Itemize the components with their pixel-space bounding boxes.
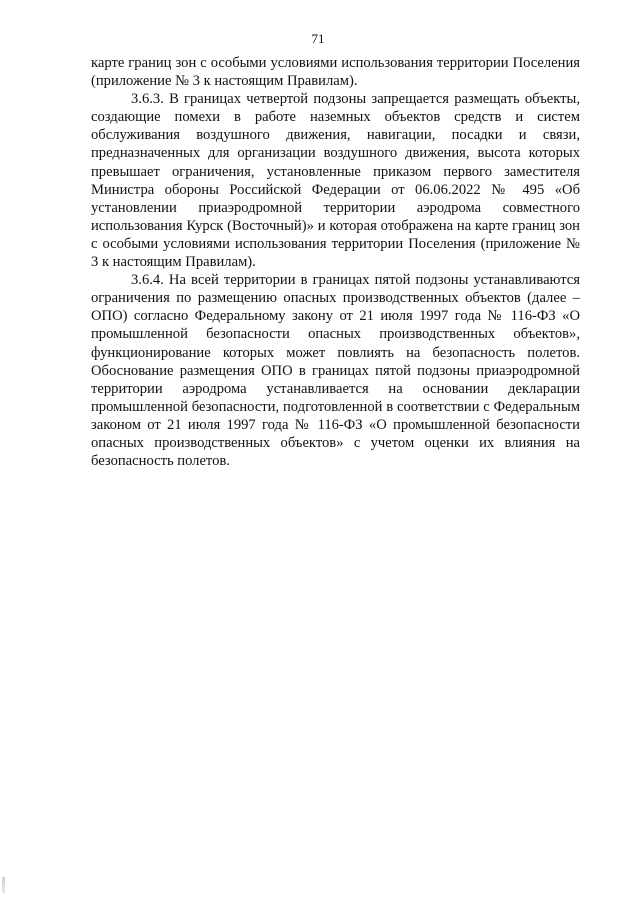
document-body — [91, 54, 580, 470]
paragraph-clause-3-6-3: 3.6.3. В границах четвертой подзоны запрещается размещать объекты, создающие помехи в работе наземных объектов средств и систем обслуживания воздушного движения, навигации, посадки и связи, предназначенных для организации воздушного движения, высота которых превышает ограничения, установленные приказом первого заместителя Министра обороны Российской Федерации от 06.06.2022 № 495 «Об установлении приаэродромной территории аэродрома совместного использования Курск (Восточный)» и которая отображена на карте границ зон с особыми условиями использования территории Поселения (приложение № 3 к настоящим Правилам). — [91, 91, 580, 271]
paragraph-continuation: карте границ зон с особыми условиями использования территории Поселения (приложение № 3 к настоящим Правилам). — [91, 55, 580, 90]
scan-edge-mark — [2, 877, 5, 893]
paragraph-clause-3-6-4: 3.6.4. На всей территории в границах пятой подзоны устанавливаются ограничения по размещению опасных производственных объектов (далее – ОПО) согласно Федеральному закону от 21 июля 1997 года № 116-ФЗ «О промышленной безопасности опасных производственных объектов», функционирование которых может повлиять на безопасность полетов. Обоснование размещения ОПО в границах пятой подзоны приаэродромной территории аэродрома устанавливается на основании декларации промышленной безопасности, подготовленной в соответствии с Федеральным законом от 21 июля 1997 года № 116-ФЗ «О промышленной безопасности опасных производственных объектов» с учетом оценки их влияния на безопасность полетов. — [91, 272, 580, 470]
page-number: 71 — [311, 31, 325, 46]
